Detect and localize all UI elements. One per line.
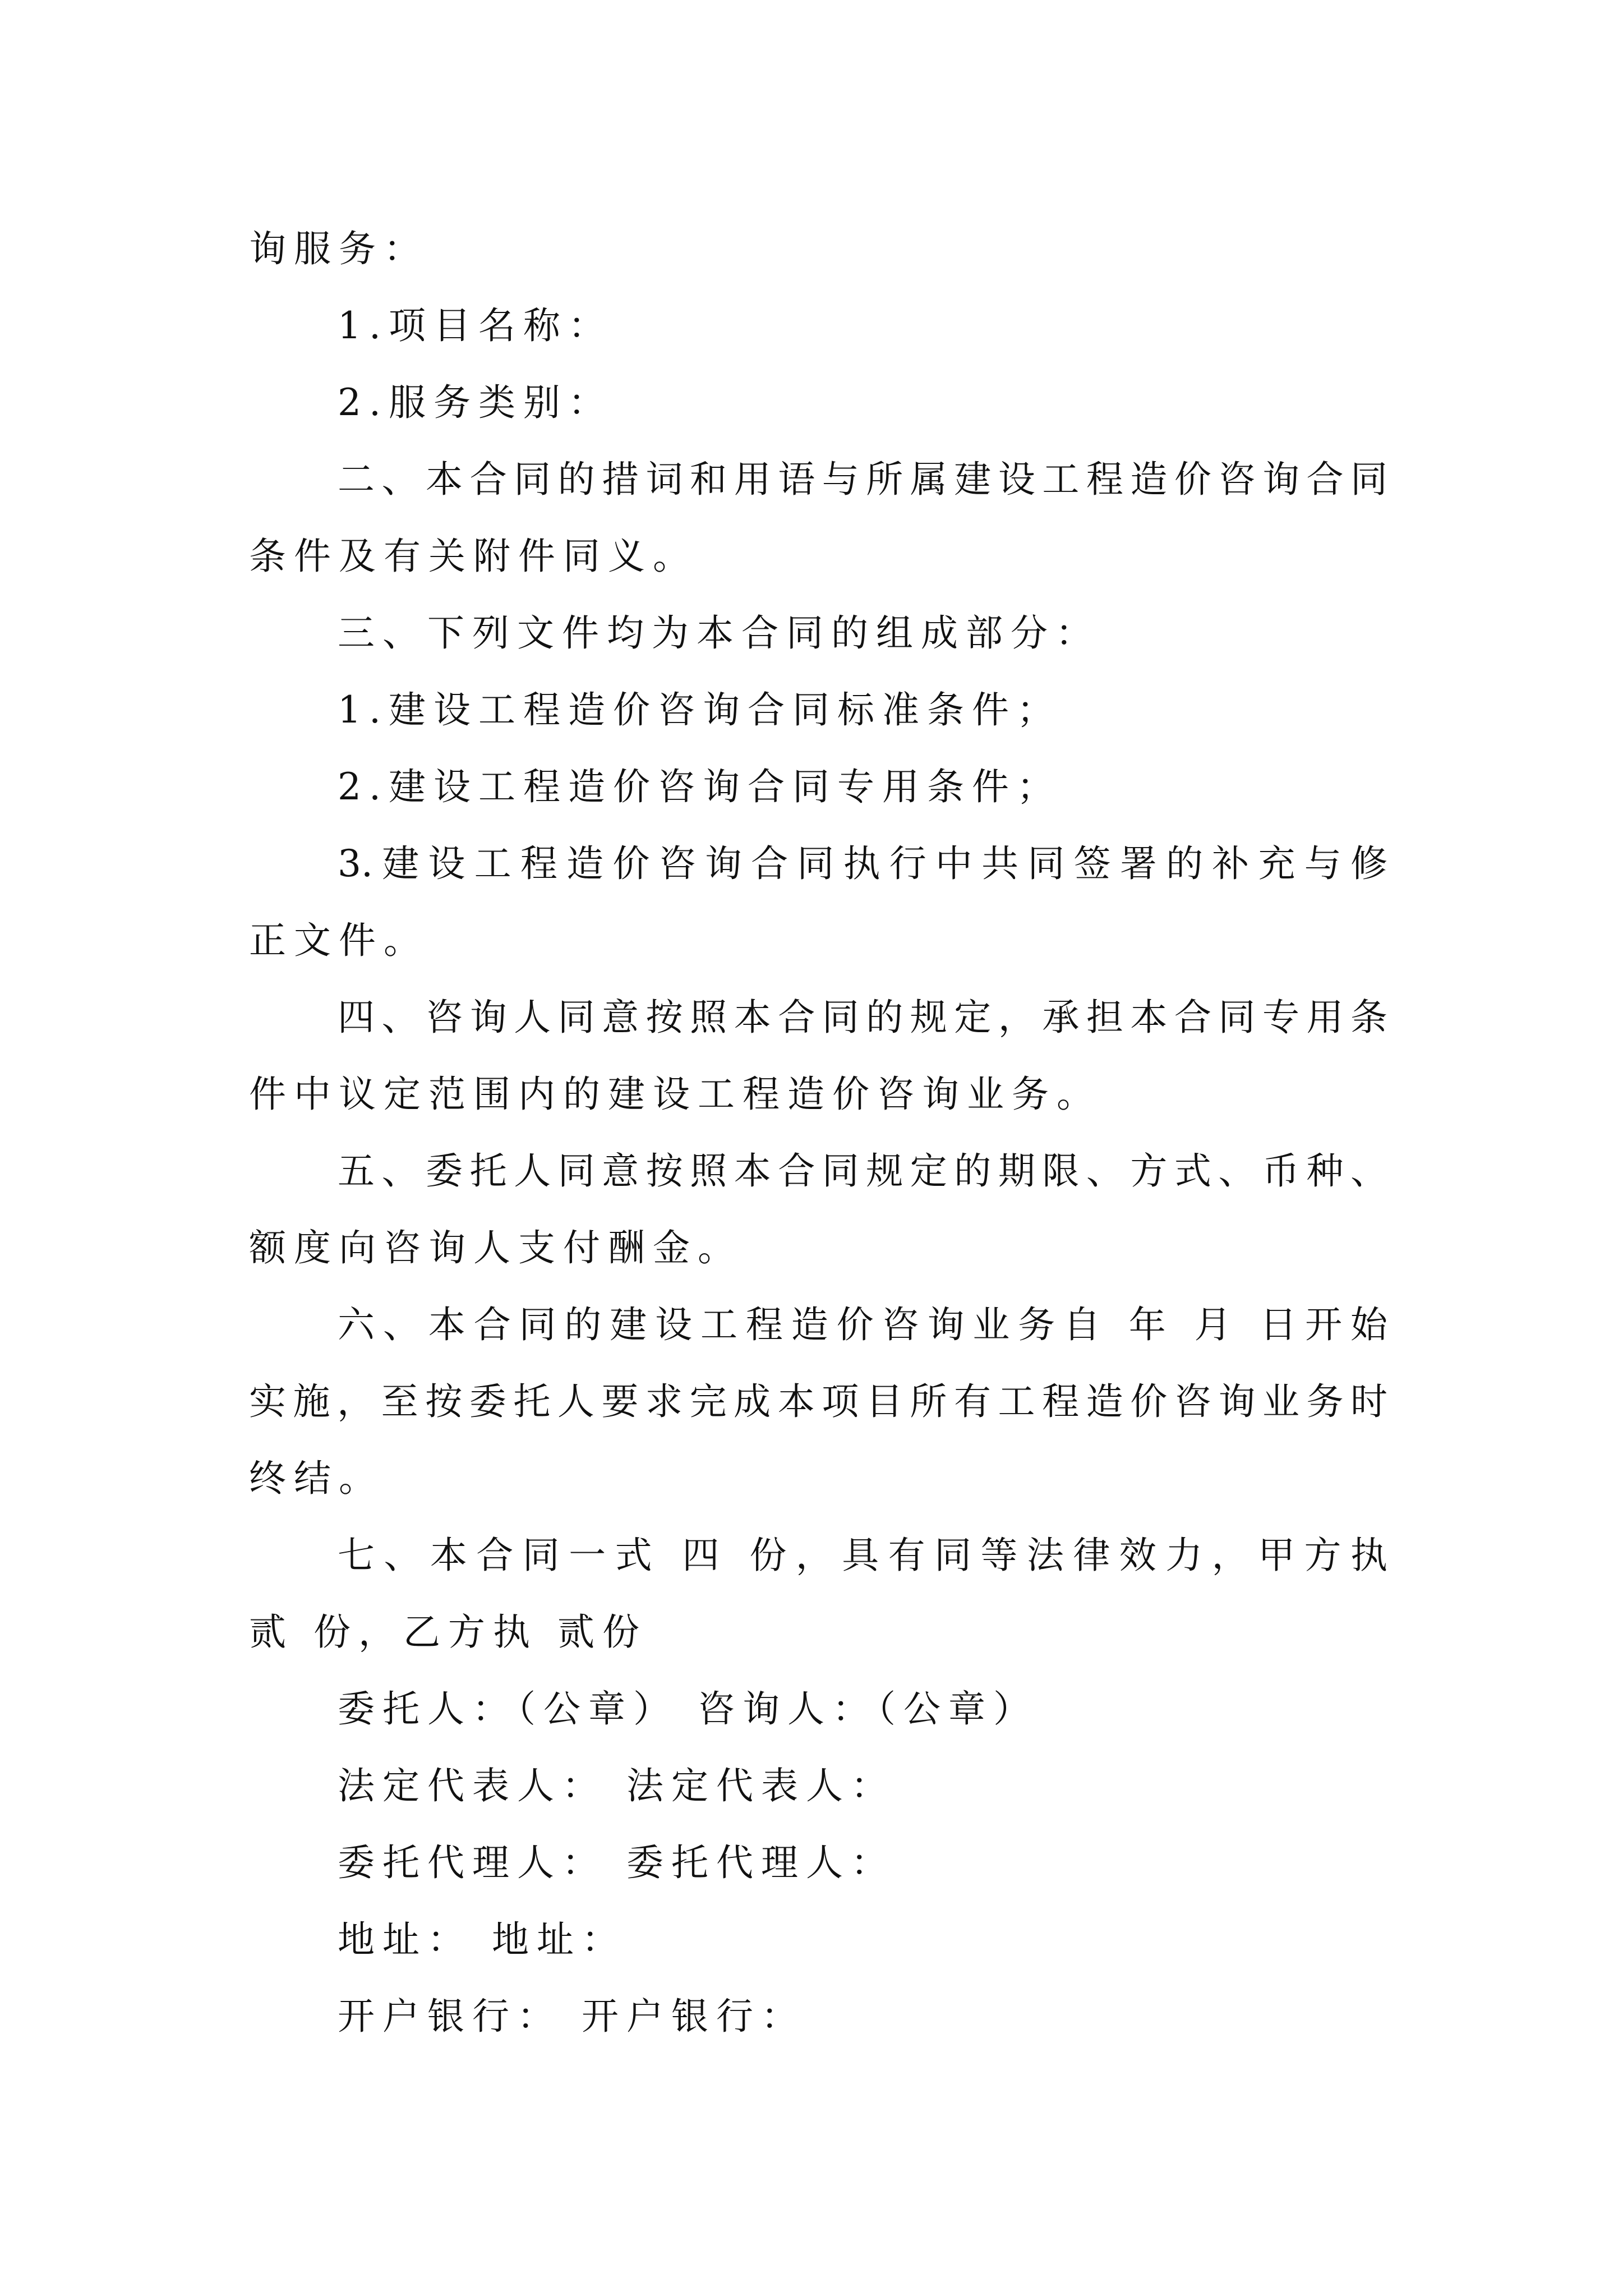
clause-two-line-1: 二、本合同的措词和用语与所属建设工程造价咨询合同: [338, 458, 1387, 501]
clause-two-line-2: 条件及有关附件同义。: [249, 535, 698, 578]
bank-line: 开户银行： 开户银行：: [338, 1995, 806, 2038]
legal-representative-line: 法定代表人： 法定代表人：: [338, 1764, 896, 1807]
line-continuation-services: 询服务：: [249, 227, 428, 270]
clause-five-line-1: 五、委托人同意按照本合同规定的期限、方式、币种、: [338, 1149, 1387, 1193]
clause-six-line-3: 终结。: [249, 1457, 384, 1500]
clause-six-line-1: 六、本合同的建设工程造价咨询业务自 年 月 日开始: [338, 1303, 1387, 1346]
clause-three-heading: 三、下列文件均为本合同的组成部分：: [338, 611, 1100, 655]
clause-three-item-1: 1.建设工程造价咨询合同标准条件；: [338, 688, 1062, 731]
clause-seven-line-1: 七、本合同一式 四 份，具有同等法律效力，甲方执: [338, 1534, 1387, 1577]
clause-three-item-3-line-1: 3.建设工程造价咨询合同执行中共同签署的补充与修: [338, 842, 1387, 885]
clause-six-line-2: 实施，至按委托人要求完成本项目所有工程造价咨询业务时: [249, 1380, 1387, 1423]
contract-body: [249, 210, 1387, 2055]
clause-four-line-1: 四、咨询人同意按照本合同的规定，承担本合同专用条: [338, 996, 1387, 1039]
line-project-name: 1.项目名称：: [338, 304, 613, 347]
clause-five-line-2: 额度向咨询人支付酬金。: [249, 1226, 743, 1269]
clause-seven-line-2: 贰 份，乙方执 贰份: [249, 1611, 647, 1654]
authorized-agent-line: 委托代理人： 委托代理人：: [338, 1841, 896, 1884]
clause-three-item-2: 2.建设工程造价咨询合同专用条件；: [338, 765, 1062, 808]
clause-three-item-3-line-2: 正文件。: [249, 919, 428, 962]
line-service-category: 2.服务类别：: [338, 381, 613, 424]
signature-seal-line: 委托人：（公章） 咨询人：（公章）: [338, 1687, 1038, 1731]
address-line: 地址： 地址：: [338, 1918, 626, 1961]
clause-four-line-2: 件中议定范围内的建设工程造价咨询业务。: [249, 1073, 1101, 1116]
